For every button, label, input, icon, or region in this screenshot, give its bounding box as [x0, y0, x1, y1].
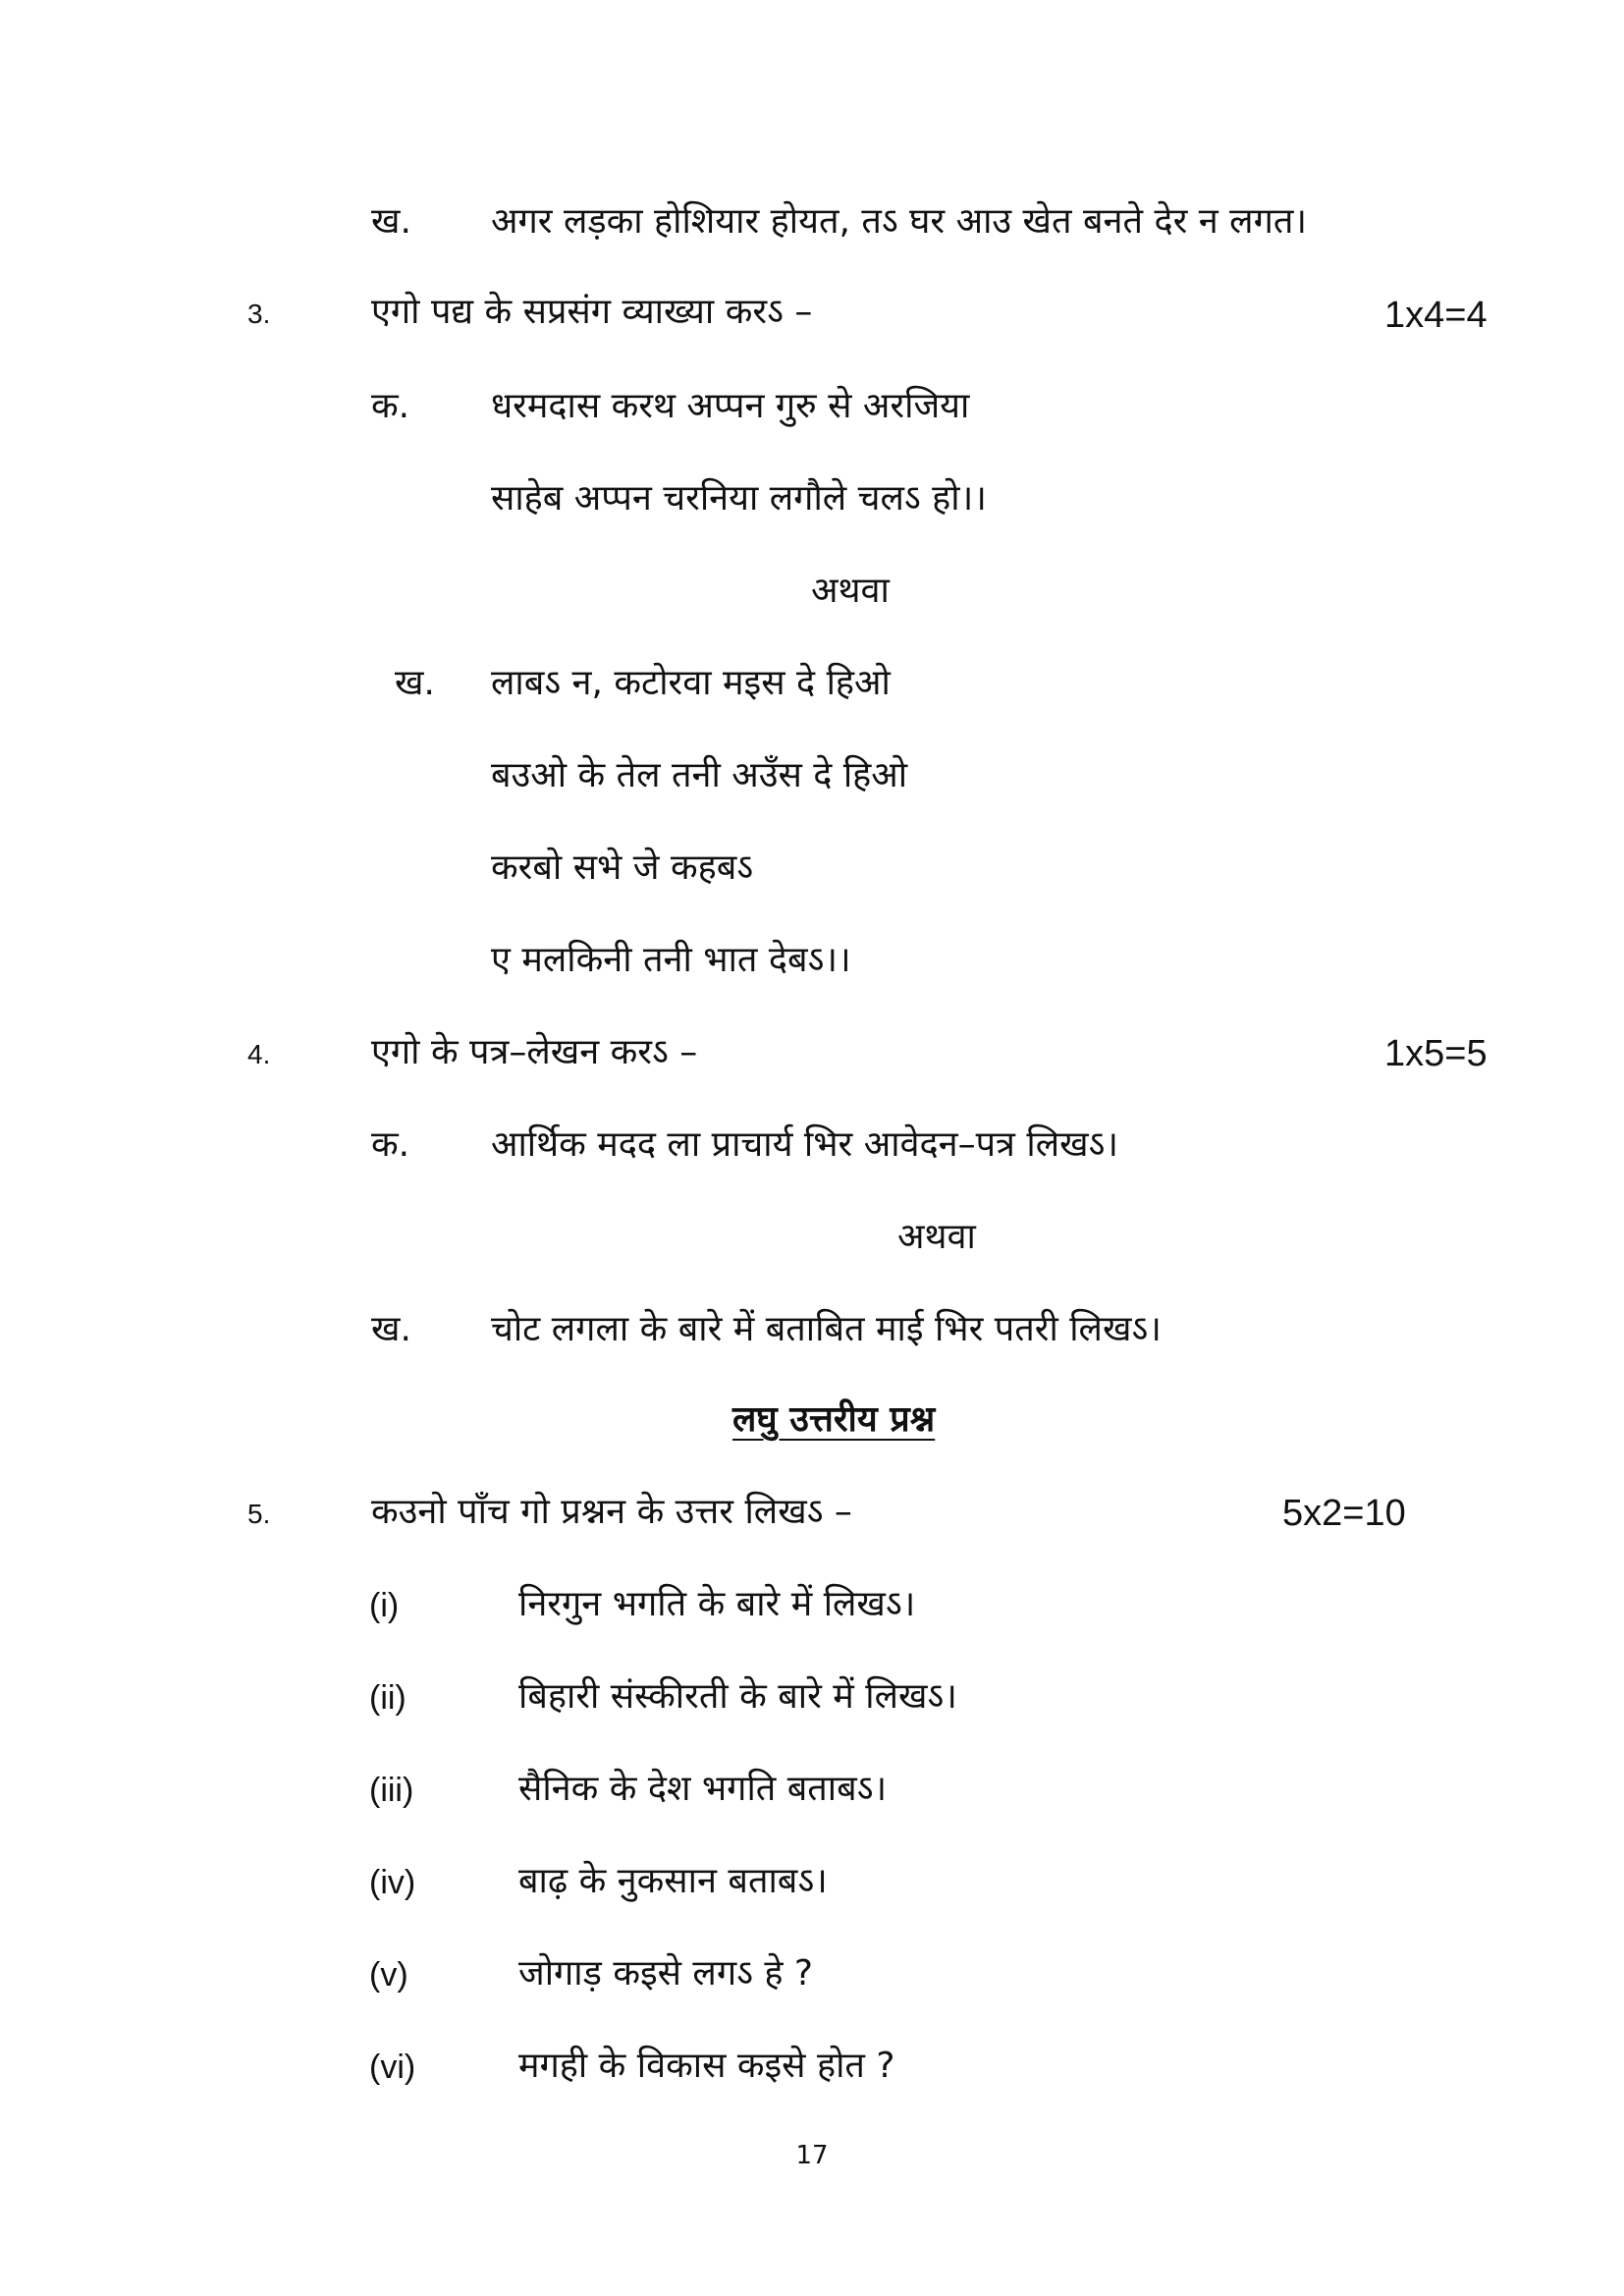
sub-question-label: (vi)	[369, 2049, 416, 2086]
sub-question-label: (v)	[369, 1956, 408, 1994]
question-text: एगो के पत्र–लेखन करऽ –	[371, 1032, 698, 1072]
question-marks: 1x4=4	[1384, 295, 1488, 336]
sub-question-label: (ii)	[369, 1679, 406, 1717]
question-number: 4.	[247, 1039, 271, 1069]
section-heading: लघु उत्तरीय प्रश्न	[732, 1399, 936, 1440]
sub-question-label: (iii)	[369, 1772, 414, 1809]
verse-line: साहेब अप्पन चरनिया लगौले चलऽ हो।।	[491, 478, 987, 519]
option-text: अगर लड़का होशियार होयत, तऽ घर आउ खेत बनते देर न लगत।	[491, 201, 1308, 242]
option-text: चोट लगला के बारे में बताबित माई भिर पतरी लिखऽ।	[491, 1309, 1162, 1349]
question-text: कउनो पाँच गो प्रश्नन के उत्तर लिखऽ –	[371, 1492, 852, 1532]
page-number: 17	[795, 2141, 829, 2170]
sub-question-text: जोगाड़ कइसे लगऽ हे ?	[518, 1953, 814, 1994]
option-label: क.	[371, 386, 410, 426]
verse-line: धरमदास करथ अप्पन गुरु से अरजिया	[491, 386, 970, 426]
sub-question-text: मगही के विकास कइसे होत ?	[518, 2046, 895, 2086]
option-label: क.	[371, 1124, 410, 1165]
verse-line: बउओ के तेल तनी अउँस दे हिओ	[491, 755, 908, 795]
verse-line: लाबऽ न, कटोरवा मइस दे हिओ	[491, 663, 891, 703]
question-marks: 1x5=5	[1384, 1033, 1488, 1074]
option-label: ख.	[371, 1309, 411, 1349]
verse-line: करबो सभे जे कहबऽ	[491, 847, 754, 888]
athva-separator: अथवा	[811, 571, 890, 611]
question-marks: 5x2=10	[1282, 1493, 1406, 1534]
athva-separator: अथवा	[897, 1217, 976, 1257]
option-label: ख.	[395, 663, 435, 703]
option-text: आर्थिक मदद ला प्राचार्य भिर आवेदन–पत्र लिखऽ।	[491, 1124, 1119, 1165]
sub-question-text: सैनिक के देश भगति बताबऽ।	[518, 1769, 888, 1809]
sub-question-label: (i)	[369, 1587, 400, 1624]
verse-line: ए मलकिनी तनी भात देबऽ।।	[491, 940, 851, 980]
sub-question-label: (iv)	[369, 1864, 416, 1901]
question-number: 5.	[247, 1499, 271, 1529]
option-label: ख.	[371, 201, 411, 242]
sub-question-text: बिहारी संस्कीरती के बारे में लिखऽ।	[518, 1676, 957, 1717]
sub-question-text: निरगुन भगति के बारे में लिखऽ।	[518, 1584, 916, 1624]
sub-question-text: बाढ़ के नुकसान बताबऽ।	[518, 1861, 828, 1901]
question-number: 3.	[247, 299, 271, 329]
question-text: एगो पद्य के सप्रसंग व्याख्या करऽ –	[371, 292, 813, 332]
